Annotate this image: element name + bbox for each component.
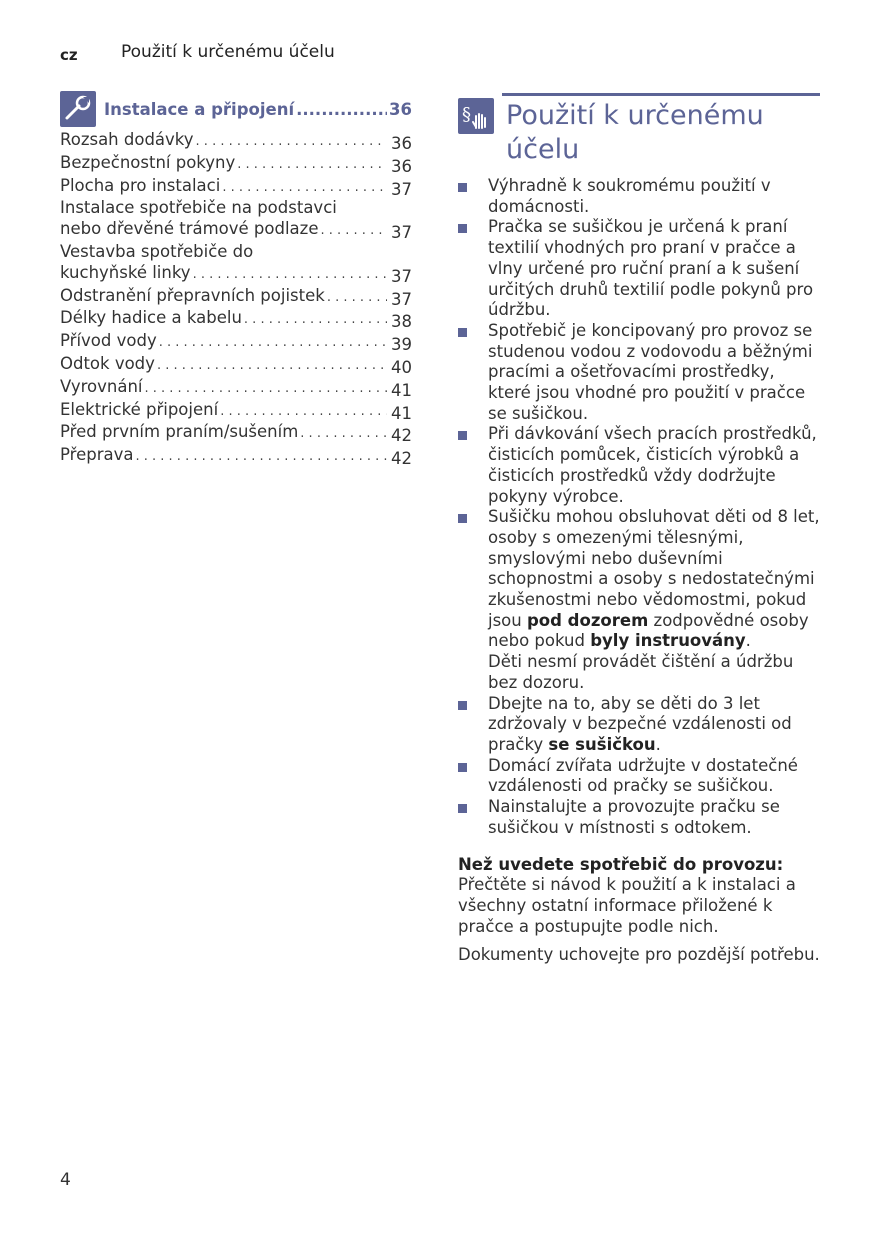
bullet-square-icon — [458, 224, 467, 233]
list-item: Výhradně k soukromému použití v domácnosti. — [458, 176, 820, 217]
list-item: Pračka se sušičkou je určená k praní textilií vhodných pro praní v pračce a vlny určené pro ruční praní a k sušení určitých druhů textilií podle pokynů pro údržbu. — [458, 217, 820, 321]
toc-leader-dots — [145, 379, 388, 400]
toc-entry-label-line: Instalace spotřebiče na podstavci — [60, 198, 337, 218]
bullet-square-icon — [458, 701, 467, 710]
toc-entry-label: Odstranění přepravních pojistek — [60, 285, 325, 305]
bullet-list — [458, 176, 820, 839]
toc-leader-dots — [220, 402, 387, 423]
toc-entry-label: Před prvním praním/sušením — [60, 422, 299, 442]
toc-entry-page: 40 — [391, 357, 412, 377]
toc-entry-page: 37 — [391, 266, 412, 286]
toc-entry-label: Elektrické připojení — [60, 399, 219, 419]
toc-entry-label: Délky hadice a kabelu — [60, 308, 242, 328]
table-of-contents — [60, 90, 412, 468]
toc-entry-label: Přeprava — [60, 445, 134, 465]
toc-leader-dots — [296, 100, 387, 119]
list-item: Dbejte na to, aby se děti do 3 let zdržovaly v bezpečné vzdálenosti od pračky se sušičkou. — [458, 694, 820, 756]
toc-entry-page: 41 — [391, 403, 412, 423]
before-use-text: Přečtěte si návod k použití a k instalaci a všechny ostatní informace přiložené k pračce a postupujte podle nich. — [458, 875, 796, 936]
list-item: Spotřebič je koncipovaný pro provoz se studenou vodou z vodovodu a běžnými pracími a ošetřovacími prostředky, které jsou vhodné pro použití v pračce se sušičkou. — [458, 321, 820, 425]
paragraph-hand-icon — [458, 98, 494, 134]
toc-entry-label: nebo dřevěné trámové podlaze — [60, 219, 319, 239]
toc-entry-label: Bezpečnostní pokyny — [60, 152, 236, 172]
toc-entry[interactable] — [60, 176, 412, 199]
toc-entry[interactable] — [60, 377, 412, 400]
toc-entry-page: 36 — [391, 134, 412, 153]
toc-entry[interactable] — [60, 242, 412, 286]
toc-leader-dots — [135, 447, 387, 468]
toc-heading-label: Instalace a připojení — [104, 99, 295, 119]
toc-entry-label: Přívod vody — [60, 331, 157, 351]
section-rule — [502, 93, 820, 96]
svg-text:§: § — [462, 104, 471, 125]
before-use-paragraph — [458, 855, 820, 938]
toc-entry-page: 36 — [391, 156, 412, 176]
header-lang: cz — [60, 46, 78, 64]
toc-entry-label: Vyrovnání — [60, 376, 143, 396]
toc-leader-dots — [327, 288, 387, 309]
toc-entry[interactable] — [60, 445, 412, 468]
toc-entry-page: 37 — [391, 179, 412, 199]
bullet-square-icon — [458, 183, 467, 192]
toc-entry-label: Plocha pro instalaci — [60, 175, 221, 195]
toc-entry-page: 37 — [391, 223, 412, 243]
bullet-square-icon — [458, 431, 467, 440]
list-item: Při dávkování všech pracích prostředků, čisticích pomůcek, čisticích výrobků a čisticích prostředků vždy dodržujte pokyny výrobce. — [458, 424, 820, 507]
bullet-square-icon — [458, 804, 467, 813]
toc-leader-dots — [320, 221, 387, 242]
header-title: Použití k určenému účelu — [121, 42, 335, 62]
toc-heading[interactable] — [60, 90, 412, 128]
toc-entry[interactable] — [60, 130, 412, 153]
toc-entry-page: 41 — [391, 380, 412, 400]
toc-leader-dots — [196, 132, 387, 153]
toc-entry-page: 38 — [391, 312, 412, 332]
page-number: 4 — [60, 1170, 71, 1190]
closing-paragraph: Dokumenty uchovejte pro pozdější potřebu. — [458, 945, 820, 965]
toc-leader-dots — [193, 265, 387, 286]
toc-leader-dots — [157, 356, 387, 377]
toc-entry[interactable] — [60, 422, 412, 445]
toc-entry-page: 42 — [391, 426, 412, 446]
toc-entry-label: Odtok vody — [60, 353, 155, 373]
toc-entry-page: 37 — [391, 289, 412, 309]
toc-entry[interactable] — [60, 354, 412, 377]
list-item: Sušičku mohou obsluhovat děti od 8 let, osoby s omezenými tělesnými, smyslovými nebo duševními schopnostmi a osoby s nedostatečnými zkušenostmi nebo vědomostmi, pokud jsou pod dozorem zodpovědné osoby nebo pokud byly instruovány. Děti nesmí provádět čištění a údržbu bez dozoru. — [458, 507, 820, 693]
toc-entry[interactable] — [60, 331, 412, 354]
bullet-square-icon — [458, 763, 467, 772]
toc-leader-dots — [222, 178, 387, 199]
toc-entry[interactable] — [60, 286, 412, 309]
list-item: Nainstalujte a provozujte pračku se sušičkou v místnosti s odtokem. — [458, 797, 820, 838]
toc-entry-label: Rozsah dodávky — [60, 130, 194, 149]
toc-entry[interactable] — [60, 400, 412, 423]
toc-entry-label: kuchyňské linky — [60, 262, 191, 282]
toc-heading-page: 36 — [389, 99, 412, 119]
before-use-heading: Než uvedete spotřebič do provozu: — [458, 854, 784, 874]
toc-leader-dots — [237, 155, 387, 176]
toc-leader-dots — [300, 424, 387, 445]
toc-entry[interactable] — [60, 153, 412, 176]
toc-entry-page: 39 — [391, 335, 412, 355]
bullet-square-icon — [458, 328, 467, 337]
toc-leader-dots — [159, 333, 387, 354]
toc-entry-page: 42 — [391, 449, 412, 469]
section-title: Použití k určenému účelu — [506, 100, 764, 165]
list-item: Domácí zvířata udržujte v dostatečné vzdálenosti od pračky se sušičkou. — [458, 756, 820, 797]
toc-entry-label-line: Vestavba spotřebiče do — [60, 241, 254, 261]
toc-leader-dots — [244, 310, 387, 331]
toc-entry[interactable] — [60, 198, 412, 242]
toc-entry[interactable] — [60, 308, 412, 331]
wrench-icon — [60, 91, 96, 127]
bullet-square-icon — [458, 514, 467, 523]
intended-use-section — [458, 93, 820, 966]
